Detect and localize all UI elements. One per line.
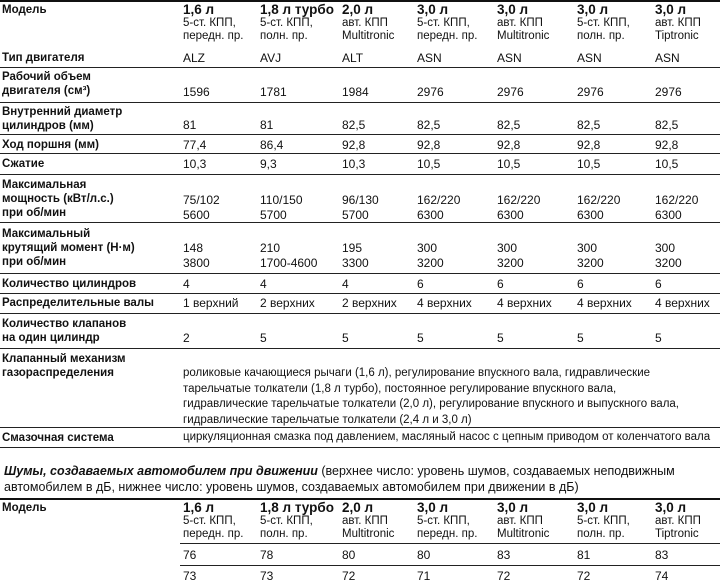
table-cell: ALT [342, 51, 364, 65]
table-cell: 92,8 [655, 138, 679, 152]
noise-model-col-6: 3,0 л авт. КПП Tiptronic [655, 500, 701, 540]
table-cell: 81 [260, 118, 274, 132]
table-cell: 75/102 5600 [183, 193, 220, 222]
table-cell: 5 [497, 331, 504, 345]
table-cell: 4 верхних [497, 296, 552, 310]
row-divider [0, 102, 720, 103]
table-cell: 4 верхних [655, 296, 710, 310]
row-label-engine-type: Тип двигателя [2, 52, 85, 64]
table-cell: 81 [183, 118, 197, 132]
table-cell: ASN [417, 51, 442, 65]
noise-stationary-cell: 83 [497, 548, 511, 562]
row-divider [0, 348, 720, 349]
row-label-lubrication: Смазочная система [2, 432, 114, 444]
table-cell: 2976 [655, 85, 682, 99]
model-col-1: 1,8 л турбо 5-ст. КПП, полн. пр. [260, 2, 334, 42]
table-cell: 10,5 [655, 157, 679, 171]
table-cell: 4 [183, 277, 190, 291]
table-cell: 82,5 [655, 118, 679, 132]
model-col-2: 2,0 л авт. КПП Multitronic [342, 2, 395, 42]
table-cell: 92,8 [342, 138, 366, 152]
table-cell: 2976 [577, 85, 604, 99]
table-cell: 148 3800 [183, 241, 210, 270]
table-cell: 1781 [260, 85, 287, 99]
table-cell: 4 [260, 277, 267, 291]
row-divider [0, 222, 720, 223]
table-cell: 6 [417, 277, 424, 291]
table-cell: 300 3200 [497, 241, 524, 270]
noise-model-col-5: 3,0 л 5-ст. КПП, полн. пр. [577, 500, 630, 540]
table-cell: 2976 [497, 85, 524, 99]
noise-model-label: Модель [2, 502, 47, 514]
row-divider [0, 293, 720, 294]
row-label-valves: Количество клапанов на один цилиндр [2, 318, 127, 344]
noise-section-title [4, 463, 716, 495]
table-cell: 300 3200 [655, 241, 682, 270]
table-cell: 10,3 [183, 157, 207, 171]
table-cell: 92,8 [497, 138, 521, 152]
table-cell: 2 [183, 331, 190, 345]
table-cell: 10,5 [577, 157, 601, 171]
table-cell: 300 3200 [417, 241, 444, 270]
row-divider [0, 67, 720, 68]
table-cell: 82,5 [497, 118, 521, 132]
table-cell: 82,5 [417, 118, 441, 132]
noise-title-bold: Шумы, создаваемых автомобилем при движении [4, 464, 318, 478]
model-col-6: 3,0 л авт. КПП Tiptronic [655, 2, 701, 42]
row-divider [0, 153, 720, 154]
noise-stationary-cell: 80 [417, 548, 431, 562]
table-cell: 10,5 [417, 157, 441, 171]
noise-moving-cell: 72 [577, 569, 591, 583]
noise-model-col-1: 1,8 л турбо 5-ст. КПП, полн. пр. [260, 500, 334, 540]
noise-moving-cell: 73 [183, 569, 197, 583]
table-cell: 4 верхних [577, 296, 632, 310]
table-cell: 4 [342, 277, 349, 291]
table-cell: 6 [655, 277, 662, 291]
noise-moving-cell: 74 [655, 569, 669, 583]
row-label-displacement: Рабочий объем двигателя (см³) [2, 71, 91, 97]
table-cell: ALZ [183, 51, 206, 65]
row-label-camshafts: Распределительные валы [2, 297, 154, 309]
valve-mechanism-text: роликовые качающиеся рычаги (1,6 л), регулирование впускного вала, гидравлические тарельчатые толкатели (1,8 л турбо), постоянное регулирование впускного вала, гидравлические тарельчатые толкатели (2,0 л), регулирование впускного и выпускного вала, гидравлические тарельчатые толкатели (2,4 л и 3,0 л) [183, 367, 680, 426]
noise-moving-cell: 72 [342, 569, 356, 583]
table-cell: 96/130 5700 [342, 193, 379, 222]
noise-header-divider [180, 543, 720, 544]
table-cell: 6 [497, 277, 504, 291]
table-cell: 2 верхних [342, 296, 397, 310]
noise-stationary-cell: 78 [260, 548, 274, 562]
table-cell: 5 [260, 331, 267, 345]
table-cell: 82,5 [577, 118, 601, 132]
row-label-valve-mechanism: Клапанный механизм газораспределения [2, 353, 126, 379]
row-divider [0, 273, 720, 274]
table-cell: AVJ [260, 51, 282, 65]
table-cell: 6 [577, 277, 584, 291]
table-cell: ASN [577, 51, 602, 65]
row-divider [0, 174, 720, 175]
noise-model-col-2: 2,0 л авт. КПП Multitronic [342, 500, 395, 540]
model-header-label: Модель [2, 4, 47, 16]
row-divider [0, 134, 720, 135]
table-cell: 4 верхних [417, 296, 472, 310]
noise-stationary-cell: 80 [342, 548, 356, 562]
table-cell: 110/150 5700 [260, 193, 303, 222]
lubrication-text: циркуляционная смазка под давлением, масляный насос с цепным приводом от коленчатого вала [183, 431, 711, 443]
noise-stationary-cell: 83 [655, 548, 669, 562]
table-cell: 82,5 [342, 118, 366, 132]
noise-model-col-0: 1,6 л 5-ст. КПП, передн. пр. [183, 500, 244, 540]
table-cell: 162/220 6300 [497, 193, 541, 222]
noise-moving-cell: 73 [260, 569, 274, 583]
table-cell: 162/220 6300 [577, 193, 621, 222]
noise-moving-cell: 72 [497, 569, 511, 583]
table-cell: 10,5 [497, 157, 521, 171]
noise-row-divider [180, 565, 720, 566]
table-cell: 1596 [183, 85, 210, 99]
row-divider [0, 313, 720, 314]
noise-model-col-3: 3,0 л 5-ст. КПП, передн. пр. [417, 500, 478, 540]
table-cell: 1984 [342, 85, 369, 99]
table-cell: 210 1700-4600 [260, 241, 318, 270]
table-cell: 2976 [417, 85, 444, 99]
table-cell: ASN [655, 51, 680, 65]
table-cell: 2 верхних [260, 296, 315, 310]
row-label-max-power: Максимальная мощность (кВт/л.с.) при об/мин [2, 179, 114, 219]
table-cell: 5 [342, 331, 349, 345]
table-cell: 5 [417, 331, 424, 345]
table-cell: ASN [497, 51, 522, 65]
table-cell: 195 3300 [342, 241, 369, 270]
row-label-max-torque: Максимальный крутящий момент (Н·м) при об/мин [2, 228, 135, 268]
table-cell: 86,4 [260, 138, 284, 152]
noise-title-rest: (верхнее число: уровень шумов, создаваемых неподвижным автомобилем в дБ, нижнее число: уровень шумов, создаваемых автомобилем при движении в дБ) [4, 464, 675, 494]
table-bottom-rule [0, 447, 720, 448]
table-cell: 92,8 [417, 138, 441, 152]
table-cell: 77,4 [183, 138, 207, 152]
row-label-cylinders: Количество цилиндров [2, 278, 137, 290]
row-label-bore: Внутренний диаметр цилиндров (мм) [2, 106, 123, 132]
table-cell: 1 верхний [183, 296, 239, 310]
model-col-0: 1,6 л 5-ст. КПП, передн. пр. [183, 2, 244, 42]
model-col-4: 3,0 л авт. КПП Multitronic [497, 2, 550, 42]
table-cell: 92,8 [577, 138, 601, 152]
table-cell: 5 [655, 331, 662, 345]
row-label-compression: Сжатие [2, 158, 45, 170]
model-col-5: 3,0 л 5-ст. КПП, полн. пр. [577, 2, 630, 42]
noise-model-col-4: 3,0 л авт. КПП Multitronic [497, 500, 550, 540]
table-cell: 300 3200 [577, 241, 604, 270]
model-col-3: 3,0 л 5-ст. КПП, передн. пр. [417, 2, 478, 42]
table-cell: 162/220 6300 [417, 193, 461, 222]
table-cell: 5 [577, 331, 584, 345]
noise-moving-cell: 71 [417, 569, 431, 583]
noise-stationary-cell: 76 [183, 548, 197, 562]
table-cell: 162/220 6300 [655, 193, 699, 222]
noise-stationary-cell: 81 [577, 548, 591, 562]
row-divider [0, 427, 720, 428]
table-cell: 9,3 [260, 157, 277, 171]
row-label-stroke: Ход поршня (мм) [2, 139, 99, 151]
table-cell: 10,3 [342, 157, 366, 171]
